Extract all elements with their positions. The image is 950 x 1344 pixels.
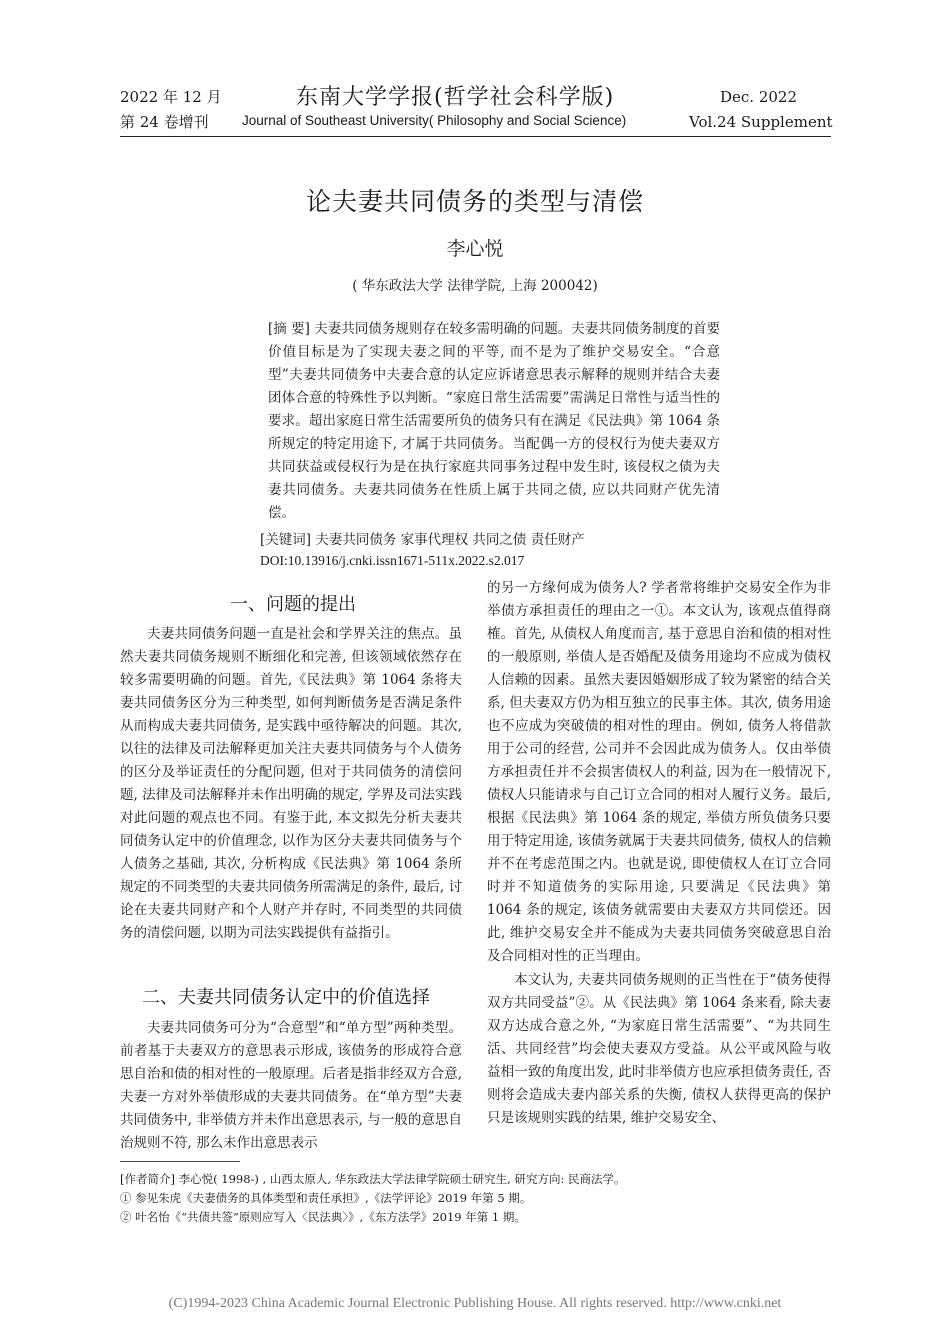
section-2-paragraph: 夫妻共同债务可分为“合意型”和“单方型”两种类型。前者基于夫妻双方的意思表示形成, 该债务的形成符合意思自治和债的相对性的一般原理。后者是指非经双方合意, 夫妻一方对外举债形成的夫妻共同债务。在“单方型”夫妻共同债务中, 非举债方并未作出意思表示, 与一般的意思自治规则不符, 那么未作出意思表示 [120,1020,462,1151]
journal-title-cn: 东南大学学报(哲学社会科学版) [296,85,615,110]
keywords-text: 夫妻共同债务 家事代理权 共同之债 责任财产 [315,532,585,548]
footnote-author-intro: [作者简介] 李心悦( 1998-) , 山西太原人, 华东政法大学法律学院硕士研究生, 研究方向: 民商法学。 [120,1172,626,1186]
abstract [268,318,720,525]
article-author: 李心悦 [446,238,504,260]
article-affiliation: ( 华东政法大学 法律学院, 上海 200042) [352,278,598,294]
right-paragraph-1: 的另一方缘何成为债务人? 学者常将维护交易安全作为非举债方承担责任的理由之一①。本文认为, 该观点值得商榷。首先, 从债权人角度而言, 基于意思自治和债的相对性的一般原则, 举债人是否婚配及债务用途均不应成为债权人信赖的因素。虽然夫妻因婚姻形成了较为紧密的结合关系, 但夫妻双方仍为相互独立的民事主体。其次, 债务用途也不应成为突破债的相对性的理由。例如, 债务人将借款用于公司的经营, 公司并不会因此成为债务人。仅由举债方承担责任并不会损害债权人的利益, 因为在一般情况下, 债权人只能请求与自己订立合同的相对人履行义务。最后, 根据《民法典》第 1064 条的规定, 举债方所负债务只要用于特定用途, 该债务就属于夫妻共同债务, 债权人的信赖并不在考虑范围之内。也就是说, 即使债权人在订立合同时并不知道债务的实际用途, 只要满足《民法典》第 1064 条的规定, 该债务就需要由夫妻双方共同偿还。因此, 维护交易安全并不能成为夫妻共同债务突破意思自治及合同相对性的正当理由。 [487,580,831,964]
right-paragraph-2: 本文认为, 夫妻共同债务规则的正当性在于“债务使得双方共同受益”②。从《民法典》第 1064 条来看, 除夫妻双方达成合意之外, “为家庭日常生活需要”、“为共同生活、共同经营”均会使夫妻双方受益。从公平或风险与收益相一致的角度出发, 此时非举债方也应承担债务责任, 否则将会造成夫妻内部关系的失衡, 债权人获得更高的保护只是该规则实践的结果, 维护交易安全、 [487,972,831,1126]
header-rule [120,136,831,137]
doi: DOI:10.13916/j.cnki.issn1671-511x.2022.s2.017 [260,553,525,568]
footnote-1: ① 参见朱虎《夫妻债务的具体类型和责任承担》,《法学评论》2019 年第 5 期。 [120,1191,532,1205]
abstract-label: [摘 要] [268,321,310,337]
article-title: 论夫妻共同债务的类型与清偿 [305,187,644,216]
header-date-en: Dec. 2022 [720,88,798,106]
footnote-rule [120,1161,240,1162]
copyright-notice: (C)1994-2023 China Academic Journal Electronic Publishing House. All rights reserved. http://www.cnki.net [168,1296,782,1311]
keywords [260,528,730,548]
section-1-paragraph: 夫妻共同债务问题一直是社会和学界关注的焦点。虽然夫妻共同债务规则不断细化和完善, 但该领域依然存在较多需要明确的问题。首先,《民法典》第 1064 条将夫妻共同债务区分为三种类型, 如何判断债务是否满足条件从而构成夫妻共同债务, 是实践中亟待解决的问题。其次, 以往的法律及司法解释更加关注夫妻共同债务与个人债务的区分及举证责任的分配问题, 但对于共同债务的清偿问题, 法律及司法解释并未作出明确的规定, 学界及司法实践对此问题的观点也不同。有鉴于此, 本文拟先分析夫妻共同债务认定中的价值理念, 以作为区分夫妻共同债务与个人债务之基础, 其次, 分析构成《民法典》第 1064 条所规定的不同类型的夫妻共同债务所需满足的条件, 最后, 讨论在夫妻共同财产和个人财产并存时, 不同类型的共同债务的清偿问题, 以期为司法实践提供有益指引。 [120,626,462,941]
header-volume-en: Vol.24 Supplement [689,113,833,131]
section-2-title: 二、夫妻共同债务认定中的价值选择 [142,987,430,1008]
section-1-title: 一、问题的提出 [230,594,356,615]
keywords-label: [关键词] [260,532,312,548]
abstract-text: 夫妻共同债务规则存在较多需明确的问题。夫妻共同债务制度的首要价值目标是为了实现夫妻之间的平等, 而不是为了维护交易安全。“合意型”夫妻共同债务中夫妻合意的认定应诉诸意思表示解释的规则并结合夫妻团体合意的特殊性予以判断。“家庭日常生活需要”需满足日常性与适当性的要求。超出家庭日常生活需要所负的债务只有在满足《民法典》第 1064 条所规定的特定用途下, 才属于共同债务。当配偶一方的侵权行为使夫妻双方共同获益或侵权行为是在执行家庭共同事务过程中发生时, 该侵权之债为夫妻共同债务。夫妻共同债务在性质上属于共同之债, 应以共同财产优先清偿。 [268,321,721,521]
footnote-2: ② 叶名怡《“共债共签”原则应写入〈民法典〉》,《东方法学》2019 年第 1 期。 [120,1210,526,1224]
left-column-section2 [120,1017,462,1155]
left-column-section1 [120,623,462,945]
right-column [487,577,831,1130]
header-date-cn: 2022 年 12 月 [120,88,222,106]
journal-title-en: Journal of Southeast University( Philosophy and Social Science) [242,113,627,128]
header-volume-cn: 第 24 卷增刊 [120,113,209,131]
